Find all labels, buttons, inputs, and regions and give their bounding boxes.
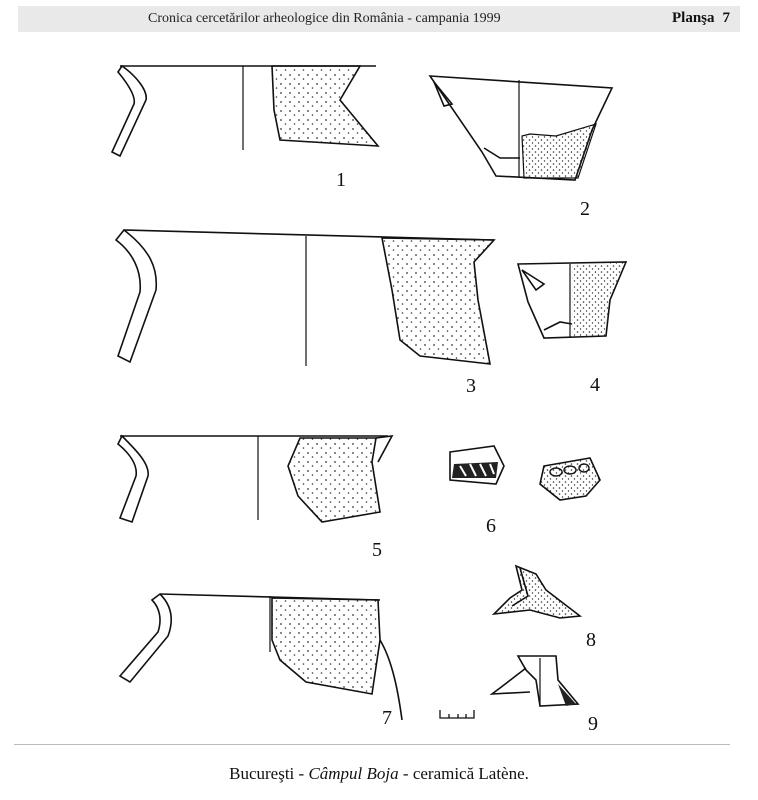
plate-caption	[0, 764, 758, 784]
figure-number-7: 7	[382, 707, 392, 729]
figure-number-6: 6	[486, 515, 496, 537]
plate-number: 7	[722, 10, 730, 26]
figure-number-8: 8	[586, 629, 596, 651]
figure-number-1: 1	[336, 169, 346, 191]
sherd-figure-2	[430, 76, 612, 220]
sherd-figure-9	[492, 656, 598, 735]
caption-site: Câmpul Boja	[308, 764, 399, 783]
figure-number-9: 9	[588, 713, 598, 735]
sherd-figure-5	[118, 436, 392, 561]
caption-sep-2: -	[398, 764, 413, 783]
figure-number-4: 4	[590, 374, 600, 396]
figure-number-2: 2	[580, 198, 590, 220]
caption-place: Bucureşti	[229, 764, 295, 783]
caption-divider	[14, 744, 730, 745]
sherd-figure-1	[112, 66, 378, 191]
sherd-figure-6	[450, 446, 600, 537]
plate-word: Planşa	[671, 10, 715, 26]
sherd-figure-3	[116, 230, 494, 397]
sherd-figure-4	[518, 262, 626, 396]
figure-number-3: 3	[466, 375, 476, 397]
journal-title: Cronica cercetărilor arheologice din România - campania 1999	[148, 11, 501, 26]
scale-bar	[440, 710, 474, 718]
sherd-figure-8	[494, 566, 596, 651]
figure-number-5: 5	[372, 539, 382, 561]
caption-subject: ceramică Latène.	[412, 764, 529, 783]
caption-sep-1: -	[294, 764, 309, 783]
sherd-figure-7	[120, 594, 402, 729]
